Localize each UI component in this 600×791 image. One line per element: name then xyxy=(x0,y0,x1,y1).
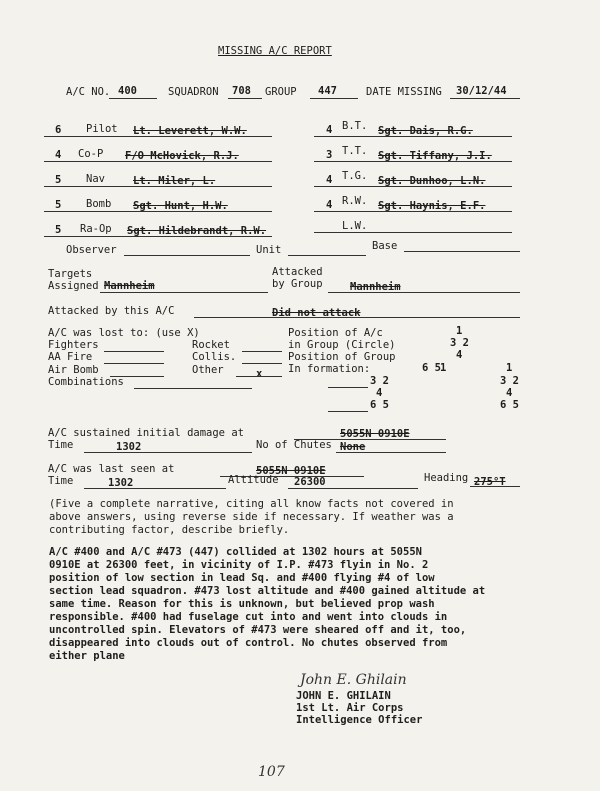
narrative-line: uncontrolled spin. Elevators of #473 were sheared off and it, too, xyxy=(49,624,467,636)
heading-label: Heading xyxy=(424,472,469,484)
signer-rank: 1st Lt. Air Corps xyxy=(296,702,404,714)
diagram-2-row: 6 5 xyxy=(370,399,389,411)
narrative-line: same time. Reason for this is unknown, but believed prop wash xyxy=(49,598,435,610)
targets-label: Targets xyxy=(48,268,93,280)
crew-role: Nav xyxy=(86,173,105,185)
crew-name: Lt. Leverett, W.W. xyxy=(133,125,247,137)
position-label: Position of A/c xyxy=(288,327,383,339)
narrative-line: A/C #400 and A/C #473 (447) collided at 1302 hours at 5055N xyxy=(49,546,422,558)
crew-count: 4 xyxy=(326,174,333,186)
date-missing-line xyxy=(450,98,520,99)
attacked-label: Attacked xyxy=(272,266,323,278)
diagram-1-row: 4 xyxy=(456,349,463,361)
crew-count: 6 xyxy=(55,124,62,136)
last-seen-time-line xyxy=(84,488,226,489)
crew-role: R.W. xyxy=(342,195,368,207)
position-group-label: Position of Group xyxy=(288,351,396,363)
last-seen-time: 1302 xyxy=(108,477,134,489)
ac-no-line xyxy=(109,98,157,99)
other-line xyxy=(236,376,282,377)
narrative-line: either plane xyxy=(49,650,125,662)
in-formation-label: In formation: xyxy=(288,363,371,375)
by-group-line xyxy=(328,292,520,293)
squadron-line xyxy=(228,98,262,99)
other-mark: x xyxy=(256,368,263,380)
combinations-line xyxy=(134,388,252,389)
crew-count: 5 xyxy=(55,224,62,236)
base-label: Base xyxy=(372,240,398,252)
crew-line xyxy=(44,211,272,212)
heading-value: 275°T xyxy=(474,476,506,488)
observer-line xyxy=(124,255,250,256)
diagram-3-row: 3 2 xyxy=(500,375,519,387)
damage-time: 1302 xyxy=(116,441,142,453)
crew-line xyxy=(44,236,272,237)
crew-line xyxy=(44,136,272,137)
ac-no-value: 400 xyxy=(118,85,137,97)
collis-line xyxy=(242,363,282,364)
squadron-label: SQUADRON xyxy=(168,86,219,98)
crew-role: B.T. xyxy=(342,120,368,132)
crew-role: Co-P xyxy=(78,148,104,160)
crew-role: T.T. xyxy=(342,145,368,157)
altitude-line xyxy=(288,488,418,489)
crew-role: L.W. xyxy=(342,220,368,232)
base-line xyxy=(404,251,520,252)
observer-label: Observer xyxy=(66,244,117,256)
narrative-line: disappeared into clouds out of control. No chutes observed from xyxy=(49,637,448,649)
last-seen-time-label: Time xyxy=(48,475,74,487)
other-label: Other xyxy=(192,364,224,376)
assigned-target: Mannheim xyxy=(104,280,155,292)
crew-name: Sgt. Hunt, H.W. xyxy=(133,200,228,212)
fighters-line xyxy=(104,351,164,352)
crew-line xyxy=(44,186,272,187)
crew-role: Bomb xyxy=(86,198,112,210)
crew-count: 4 xyxy=(55,149,62,161)
crew-role: Pilot xyxy=(86,123,118,135)
crew-line xyxy=(314,232,512,233)
crew-count: 4 xyxy=(326,199,333,211)
crew-count: 5 xyxy=(55,199,62,211)
altitude-label: Altitude xyxy=(228,474,279,486)
crew-name: Sgt. Haynis, E.F. xyxy=(378,200,486,212)
combinations-label: Combinations xyxy=(48,376,124,388)
signer-name: JOHN E. GHILAIN xyxy=(296,690,391,702)
narrative-line: responsible. #400 had fuselage cut into and went into clouds in xyxy=(49,611,448,623)
collis-label: Collis. xyxy=(192,351,237,363)
narrative-line: 0910E at 26300 feet, in vicinity of I.P. #473 flyin in No. 2 xyxy=(49,559,429,571)
damage-time-label: Time xyxy=(48,439,74,451)
crew-name: Sgt. Dunhoo, L.N. xyxy=(378,175,486,187)
instruction-line: contributing factor, describe briefly. xyxy=(49,524,290,536)
rocket-label: Rocket xyxy=(192,339,230,351)
diagram-2-row: 3 2 xyxy=(370,375,389,387)
attacked-by-line xyxy=(194,317,520,318)
narrative-line: section lead squadron. #473 lost altitude and #400 gained altitude at xyxy=(49,585,486,597)
date-missing-value: 30/12/44 xyxy=(456,85,507,97)
report-title: MISSING A/C REPORT xyxy=(218,45,332,57)
rocket-line xyxy=(242,351,282,352)
ac-no-label: A/C NO. xyxy=(66,86,111,98)
damage-location: 5055N 0910E xyxy=(340,428,410,440)
crew-name: Sgt. Tiffany, J.I. xyxy=(378,150,492,162)
group-label: GROUP xyxy=(265,86,297,98)
unit-label: Unit xyxy=(256,244,282,256)
last-seen-label: A/C was last seen at xyxy=(48,463,175,475)
chutes-value: None xyxy=(340,441,366,453)
crew-count: 5 xyxy=(55,174,62,186)
by-group-target: Mannheim xyxy=(350,281,401,293)
assigned-line xyxy=(100,292,268,293)
chutes-label: No of Chutes xyxy=(256,439,332,451)
altitude-value: 26300 xyxy=(294,476,326,488)
last-seen-location: 5055N 0910E xyxy=(256,465,326,477)
squadron-value: 708 xyxy=(232,85,251,97)
group-line xyxy=(310,98,358,99)
crew-name: Lt. Miler, L. xyxy=(133,175,216,187)
crew-name: F/O McHovick, R.J. xyxy=(125,150,239,162)
instruction-line: above answers, using reverse side if necessary. If weather was a xyxy=(49,511,454,523)
group-value: 447 xyxy=(318,85,337,97)
crew-line xyxy=(314,161,512,162)
crew-line xyxy=(314,136,512,137)
lost-to-label: A/C was lost to: (use X) xyxy=(48,327,200,339)
diagram-2-row: 4 xyxy=(376,387,383,399)
by-group-label: by Group xyxy=(272,278,323,290)
diagram-2-row: 6 5 xyxy=(422,362,441,374)
diagram-3-row: 6 5 xyxy=(500,399,519,411)
crew-count: 4 xyxy=(326,124,333,136)
assigned-label: Assigned xyxy=(48,280,99,292)
diagram-2-row: 1 xyxy=(440,362,447,374)
diagram-1-row: 1 xyxy=(456,325,463,337)
crew-role: Ra-Op xyxy=(80,223,112,235)
heading-line xyxy=(470,486,520,487)
diagram-3-row: 1 xyxy=(506,362,513,374)
in-group-label: in Group (Circle) xyxy=(288,339,396,351)
unit-line xyxy=(288,255,366,256)
handwritten-signature: John E. Ghilain xyxy=(300,672,407,688)
diagram-3-row: 4 xyxy=(506,387,513,399)
crew-line xyxy=(314,211,512,212)
signer-title: Intelligence Officer xyxy=(296,714,423,726)
attacked-by-label: Attacked by this A/C xyxy=(48,305,175,317)
page-number: 107 xyxy=(258,764,285,780)
fighters-label: Fighters xyxy=(48,339,99,351)
crew-line xyxy=(44,161,272,162)
flak-label: AA Fire xyxy=(48,351,93,363)
narrative-line: position of low section in lead Sq. and #400 flying #4 of low xyxy=(49,572,435,584)
damage-time-line xyxy=(84,452,252,453)
chutes-line xyxy=(336,452,446,453)
crew-role: T.G. xyxy=(342,170,368,182)
flak-line xyxy=(104,363,164,364)
crew-line xyxy=(314,186,512,187)
crew-name: Sgt. Hildebrandt, R.W. xyxy=(127,225,267,237)
attacked-by-value: Did not attack xyxy=(272,307,361,319)
formation-line xyxy=(328,387,368,388)
instruction-line: (Five a complete narrative, citing all know facts not covered in xyxy=(49,498,454,510)
diagram-1-row: 3 2 xyxy=(450,337,469,349)
crew-name: Sgt. Dais, R.G. xyxy=(378,125,473,137)
crew-count: 3 xyxy=(326,149,333,161)
date-missing-label: DATE MISSING xyxy=(366,86,442,98)
formation-line xyxy=(328,411,368,412)
damage-label: A/C sustained initial damage at xyxy=(48,427,244,439)
air-bomb-label: Air Bomb xyxy=(48,364,99,376)
